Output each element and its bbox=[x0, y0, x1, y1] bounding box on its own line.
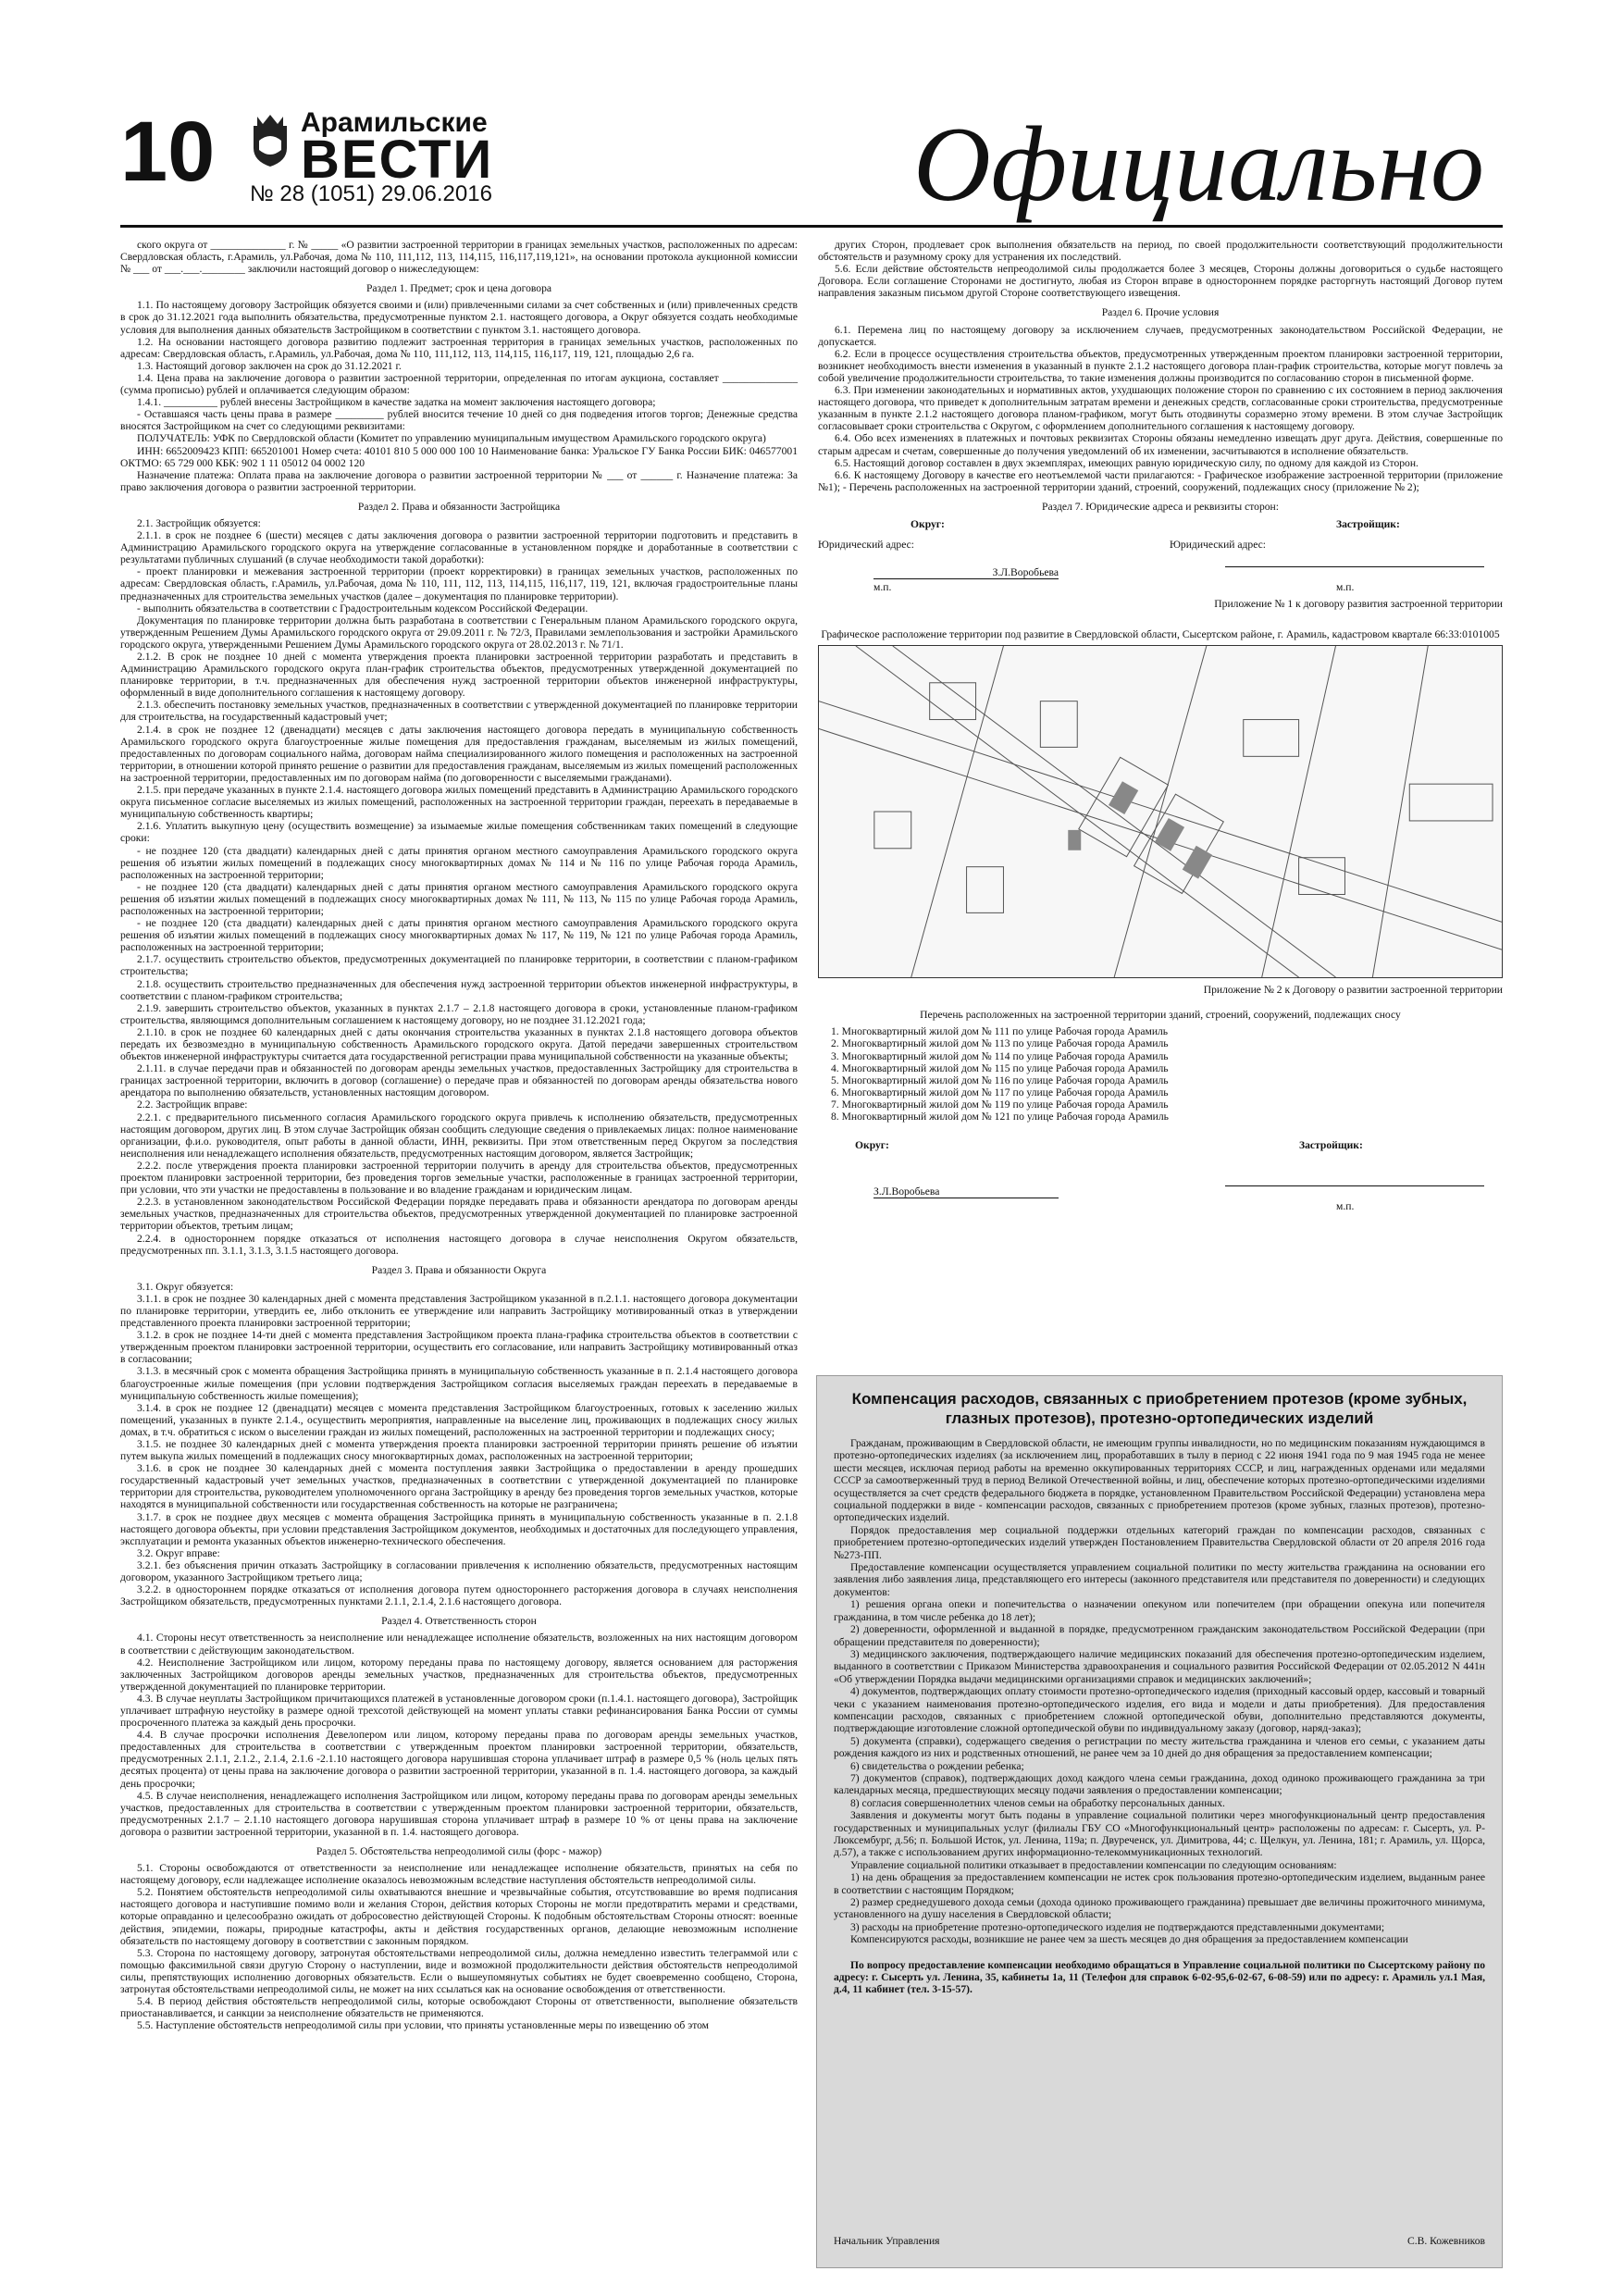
paragraph: 3.1.4. в срок не позднее 12 (двенадцати) месяцев с момента представления Застройщиком благоустроенных, готовых к заселению жилых помещений, указанных в пункте 2.1.4., осуществить мероприятия, направленные на выселение лиц, проживающих в подлежащих сносу жилых домах, в т.ч. обратиться с иском о выселении граждан из жилых помещений, расположенных на застроенной территории и подлежащих сносу; bbox=[120, 1401, 798, 1438]
party-okrug: Округ: bbox=[855, 1139, 889, 1152]
demolition-list bbox=[831, 1025, 1503, 1123]
stamp-place: м.п. bbox=[1336, 580, 1355, 593]
paragraph: 1.3. Настоящий договор заключен на срок до 31.12.2021 г. bbox=[137, 359, 402, 372]
paragraph: 2.2. Застройщик вправе: bbox=[137, 1098, 248, 1111]
paragraph: 4.5. В случае неисполнения, ненадлежащего исполнения Застройщиком или лицом, которому переданы права по договорам аренды земельных участков, предоставленных для строительства в соответствии с утвержденным проектом планировки застроенной территории, обязательств, предусмотренных 2.1.7 – 2.1.10 настоящего договора нарушившая сторона уплачивает штраф в размере 10 % от цены права на заключение договора о развитии застроенной территории, указанной в п. 1.4. настоящего договора. bbox=[120, 1789, 798, 1838]
section-heading: Раздел 4. Ответственность сторон bbox=[381, 1615, 537, 1628]
header-rule bbox=[120, 225, 1503, 228]
bank-details: ИНН: 6652009423 КПП: 665201001 Номер счета: 40101 810 5 000 000 100 10 Наименование банка: Уральское ГУ Банка России БИК: 046577001 ОКТМО: 65 729 000 КБК: 902 1 11 05012 04 0002 120 bbox=[120, 444, 798, 469]
section-title: Официально bbox=[912, 105, 1484, 224]
paragraph: 2.1.7. осуществить строительство объектов, предусмотренных документацией по планировке территории, в соответствии с планом-графиком строительства; bbox=[120, 953, 798, 978]
paragraph: 6.1. Перемена лиц по настоящему договору за исключением случаев, предусмотренных законодательством Российской Федерации, не допускается. bbox=[818, 323, 1503, 348]
signature-line bbox=[818, 561, 1503, 592]
list-item: 7. Многоквартирный жилой дом № 119 по улице Рабочая города Арамиль bbox=[831, 1098, 1169, 1111]
paragraph: 3.1.6. в срок не позднее 30 календарных дней с момента поступления заявки Застройщика о предоставлении в аренду прошедших государственный кадастровый учет земельных участков, предназначенных в соответствии с утвержденной документацией по планировке территории для строительства, руководителем уполномоченного органа Застройщику в аренду без проведения торгов земельных участков, которые находятся в муниципальной собственности или государственная собственность на которые не разграничена; bbox=[120, 1462, 798, 1511]
party-zastr: Застройщик: bbox=[1336, 517, 1400, 530]
paragraph: - не позднее 120 (ста двадцати) календарных дней с даты принятия органом местного самоуправления Арамильского городского округа решения об изъятии жилых помещений в подлежащих сносу многоквартирных домах № 117, № 119, № 121 по улице Рабочая города Арамиль, расположенных на застроенной территории; bbox=[120, 917, 798, 954]
paragraph: 8) согласия совершеннолетних членов семьи на обработку персональных данных. bbox=[850, 1796, 1225, 1809]
paragraph: 3.2.2. в одностороннем порядке отказаться от исполнения договора путем одностороннего расторжения договора в случаях неисполнения Застройщиком обязательств, предусмотренных пунктами 2.1.1, 2.1.4, 2.1.6 настоящего договора. bbox=[120, 1583, 798, 1608]
list-item: 5. Многоквартирный жилой дом № 116 по улице Рабочая города Арамиль bbox=[831, 1074, 1169, 1086]
paragraph: 6.2. Если в процессе осуществления строительства объектов, предусмотренных утвержденным проектом планировки застроенной территории, возникнет необходимость внести изменения в указанный в пункте 2.1.2 настоящего договора план-график строительства, которые могут повлечь за собой увеличение продолжительности строительства, то такие изменения должны производится по согласованию сторон в письменной форме. bbox=[818, 347, 1503, 384]
paragraph: 5.3. Сторона по настоящему договору, затронутая обстоятельствами непреодолимой силы, должна немедленно известить телеграммой или с помощью факсимильной связи другую Сторону о наступлении, виде и возможной продолжительности действия обстоятельств непреодолимой силы, препятствующих исполнению договорных обязательств. Если о вышеупомянутых событиях не будет своевременно сообщено, Сторона, затронутая обстоятельствами непреодолимой силы, не может на них ссылаться как на основание освобождения от ответственности. bbox=[120, 1946, 798, 1996]
paragraph: 3.1. Округ обязуется: bbox=[137, 1280, 234, 1293]
coat-of-arms-icon bbox=[250, 113, 291, 168]
map-caption: Графическое расположение территории под развитие в Свердловской области, Сысертском районе, г. Арамиль, кадастровом квартале 66:33:0101005 bbox=[821, 628, 1500, 641]
signer-name: З.Л.Воробьева bbox=[873, 566, 1059, 579]
paragraph: Заявления и документы могут быть поданы в управление социальной политики через многофункциональный центр предоставления государственных и муниципальных услуг (филиалы ГБУ СО «Многофункциональный центр» расположены по адресам: г. Сысерть, ул. Р-Люксембург, д.56; п. Большой Исток, ул. Ленина, 119а; п. Двуреченск, ул. Димитрова, 44; с. Щелкун, ул. Ленина, 181; г. Арамиль, ул. Щорса, д.57), а также с использованием других информационно-телекоммуникационных технологий. bbox=[834, 1809, 1485, 1859]
left-column bbox=[120, 239, 798, 2031]
paragraph: 2) размер среднедушевого дохода семьи (дохода одиноко проживающего гражданина) превышает две величины прожиточного минимума, установленного на душу населения в Свердловской области; bbox=[834, 1896, 1485, 1921]
brand-line-2: ВЕСТИ bbox=[301, 130, 494, 190]
paragraph: 3.1.7. в срок не позднее двух месяцев с момента обращения Застройщика принять в муниципальную собственность указанные в п. 2.1.8 настоящего договора объекты, при условии представления Застройщиком документов, необходимых и достаточных для последующего управления, эксплуатации и ремонта указанных объектов инженерно-технического обеспечения. bbox=[120, 1510, 798, 1547]
legal-address-label: Юридический адрес: bbox=[1170, 538, 1267, 551]
paragraph: - Оставшаяся часть цены права в размере _________ рублей вносится течение 10 дней со дня подведения итогов торгов; Денежные средства вносятся Застройщиком на счет со следующими реквизитами: bbox=[120, 408, 798, 433]
section-heading: Раздел 7. Юридические адреса и реквизиты сторон: bbox=[1042, 500, 1279, 513]
paragraph: 3.2. Округ вправе: bbox=[137, 1546, 220, 1559]
paragraph: 5.4. В период действия обстоятельств непреодолимой силы, которые освобождают Стороны от ответственности, выполнение обязательств приостанавливается, и санкции за неисполнение обязательств не применяются. bbox=[120, 1995, 798, 2020]
paragraph: 1.4. Цена права на заключение договора о развитии застроенной территории, определенная по итогам аукциона, составляет ______________ (сумма прописью) рублей и оплачивается следующим образом: bbox=[120, 371, 798, 397]
section-heading: Раздел 3. Права и обязанности Округа bbox=[371, 1263, 547, 1276]
signature-block-2 bbox=[818, 1139, 1503, 1176]
paragraph: 3) расходы на приобретение протезно-ортопедического изделия не подтверждаются представленными документами; bbox=[850, 1920, 1385, 1933]
paragraph: 2.1.3. обеспечить постановку земельных участков, предназначенных в соответствии с утвержденной документацией по планировке территории для строительства, на государственный кадастровый учет; bbox=[120, 699, 798, 724]
paragraph: 2.1.1. в срок не позднее 6 (шести) месяцев с даты заключения договора о развитии застроенной территории подготовить и представить в Администрацию Арамильского городского округа на утверждение согласованные в установленном порядке и доработанные в соответствии с результатами публичных слушаний (в случае необходимости такой доработки): bbox=[120, 529, 798, 566]
signature-block bbox=[818, 518, 1503, 555]
paragraph: 5.2. Понятием обстоятельств непреодолимой силы охватываются внешние и чрезвычайные события, отсутствовавшие во время подписания настоящего договора и наступившие помимо воли и желания Сторон, действия которых Стороны не могли предотвратить мерами и средствами, которые оправданно и целесообразно ожидать от добросовестно действующей Стороны. К подобным обстоятельствам Стороны относят: военные действия, эпидемии, пожары, природные катастрофы, акты и действия государственных органов, делающие невозможным исполнение обязательств по настоящему договору в соответствии с законным порядком. bbox=[120, 1886, 798, 1947]
paragraph: 1.1. По настоящему договору Застройщик обязуется своими и (или) привлеченными силами за счет собственных и (или) привлеченных средств в срок до 31.12.2021 года выполнить обязательства, предусмотренные пунктом 2.1. настоящего договора, а Округ обязуется создать необходимые условия для выполнения данных обязательств Застройщиком в соответствии с пунктом 3.1. настоящего договора. bbox=[120, 299, 798, 336]
legal-address-label: Юридический адрес: bbox=[818, 538, 915, 551]
stamp-place: м.п. bbox=[1336, 1200, 1355, 1213]
paragraph: 3.2.1. без объяснения причин отказать Застройщику в согласовании привлечения к исполнению обязательств, предусмотренных настоящим договором, указанного Застройщиком третьего лица; bbox=[120, 1558, 798, 1584]
masthead bbox=[120, 102, 1503, 231]
paragraph: 2.1.9. завершить строительство объектов, указанных в пунктах 2.1.7 – 2.1.8 настоящего договора в сроки, установленные планом-графиком строительства, являющимся дополнительным соглашением к настоящему договору, но не позднее 31.12.2021 года; bbox=[120, 1001, 798, 1026]
paragraph: 5.6. Если действие обстоятельств непреодолимой силы продолжается более 3 месяцев, Стороны должны договориться о судьбе настоящего Договора. Если соглашение Сторонами не достигнуто, любая из Сторон вправе в одностороннем порядке расторгнуть настоящий Договор путем направления заказным письмом другой Стороне соответствующего извещения. bbox=[818, 263, 1503, 300]
paragraph: 2.2.4. в одностороннем порядке отказаться от исполнения настоящего договора в случае неисполнения Округом обязательств, предусмотренных пп. 3.1.1, 3.1.3, 3.1.5 настоящего договора. bbox=[120, 1232, 798, 1257]
paragraph: 2.1.2. В срок не позднее 10 дней с момента утверждения проекта планировки застроенной территории разработать и представить в Администрацию Арамильского городского округа план-график строительства объектов, предусмотренных утвержденной документацией по планировке территории, в т.ч. предназначенных для обеспечения нужд застроенной территории объектов инженерной инфраструктуры, оформленный в виде дополнительного соглашения к настоящему договору. bbox=[120, 651, 798, 700]
paragraph: 2.1.5. при передаче указанных в пункте 2.1.4. настоящего договора жилых помещений представить в Администрацию Арамильского городского округа письменное согласие выселяемых из жилых помещений, расположенных на застроенной территории граждан, переехать в передаваемые в муниципальную собственность квартиры; bbox=[120, 784, 798, 821]
paragraph: 2.2.3. в установленном законодательством Российской Федерации порядке передавать права и обязанности арендатора по договорам аренды земельных участков, предназначенных для строительства объектов, предусмотренных утвержденной документацией по планировке застроенной территории объектов, третьим лицам; bbox=[120, 1196, 798, 1233]
notice-body bbox=[834, 1437, 1485, 1996]
right-column bbox=[818, 239, 1503, 1213]
signature-line-2 bbox=[818, 1182, 1503, 1213]
paragraph: ПОЛУЧАТЕЛЬ: УФК по Свердловской области (Комитет по управлению муниципальным имуществом Арамильского городского округа) bbox=[137, 432, 766, 445]
paragraph: ского округа от ______________ г. № _____ «О развитии застроенной территории в границах земельных участков, расположенных по адресам: Свердловская область, г.Арамиль, ул.Рабочая, дома № 110, 111,112, 113, 114,115, 116,117,119,121», на основании протокола аукционной комиссии № ___ от ___.___.________ заключили настоящий договор о нижеследующем: bbox=[120, 239, 798, 276]
section-heading: Раздел 1. Предмет; срок и цена договора bbox=[365, 282, 552, 295]
demolition-list-title: Перечень расположенных на застроенной территории зданий, строений, сооружений, подлежащих сносу bbox=[920, 1009, 1401, 1022]
paragraph: 4.2. Неисполнение Застройщиком или лицом, которому переданы права по настоящему договору, является основанием для расторжения заключенных Застройщиком договоров аренды земельных участков, предназначенных для строительства объектов, предусмотренных утвержденной документацией по планировке территории. bbox=[120, 1656, 798, 1693]
paragraph: - проект планировки и межевания застроенной территории (проект корректировки) в границах земельных участков, расположенных по адресам: Свердловская область, г.Арамиль, ул.Рабочая, дома № 110, 111, 112, 113, 114,115, 116,117, 119, 121, включая градостроительные планы предназначенных для строительства земельных участков (далее – документация по планировке территории). bbox=[120, 565, 798, 602]
notice-footer bbox=[834, 2235, 1485, 2247]
signatory-title: Начальник Управления bbox=[834, 2235, 940, 2247]
paragraph: - не позднее 120 (ста двадцати) календарных дней с даты принятия органом местного самоуправления Арамильского городского округа решения об изъятии жилых помещений в подлежащих сносу многоквартирных домах № 114 и № 116 по улице Рабочая города Арамиль, расположенных на застроенной территории; bbox=[120, 844, 798, 881]
paragraph: 6.4. Обо всех изменениях в платежных и почтовых реквизитах Стороны обязаны немедленно извещать друг друга. Действия, совершенные по старым адресам и счетам, совершенные до получения уведомлений об их изменении, засчитываются в исполнение обязательств. bbox=[818, 432, 1503, 457]
paragraph: Управление социальной политики отказывает в предоставлении компенсации по следующим основаниям: bbox=[850, 1858, 1337, 1871]
paragraph: 2.1.10. в срок не позднее 60 календарных дней с даты окончания строительства указанных в пунктах 2.1.8 настоящего договора объектов передать их безвозмездно в муниципальную собственность Арамильского городского округа. Датой передачи завершенных строительством объектов инженерной инфраструктуры считается дата государственной регистрации права муниципальной собственности на указанные объекты; bbox=[120, 1025, 798, 1063]
paragraph: 4.1. Стороны несут ответственность за неисполнение или ненадлежащее исполнение обязательств, возложенных на них настоящим договором в соответствии с действующим законодательством. bbox=[120, 1632, 798, 1657]
paragraph: 5.5. Наступление обстоятельств непреодолимой силы при условии, что приняты установленные меры по извещению об этом bbox=[137, 2019, 710, 2032]
paragraph: 1) на день обращения за предоставлением компенсации не истек срок пользования протезно-ортопедическим изделием, выданным ранее в соответствии с настоящим Порядком; bbox=[834, 1871, 1485, 1896]
party-okrug: Округ: bbox=[911, 517, 945, 530]
paragraph: 4.4. В случае просрочки исполнения Девелопером или лицом, которому переданы права по договорам аренды земельных участков, предоставленных для строительства в соответствии с утвержденным проектом планировки застроенной территории, обязательств, предусмотренных 2.1.1, 2.1.2., 2.1.4, 2.1.6 -2.1.10 настоящего договора нарушившая сторона уплачивает штраф в размере 0,5 % (ноль целых пять десятых процента) от цены права на заключение договора о развитии застроенной территории, указанной в п. 1.4. настоящего договора, за каждый день просрочки; bbox=[120, 1729, 798, 1790]
paragraph: 3.1.3. в месячный срок с момента обращения Застройщика принять в муниципальную собственность указанные в п. 2.1.4 настоящего договора благоустроенные жилые помещения (при условии подтверждения Застройщиком согласия выселяемых граждан переехать в передаваемые в муниципальную собственность жилые помещения); bbox=[120, 1365, 798, 1402]
paragraph: 3.1.5. не позднее 30 календарных дней с момента утверждения проекта планировки застроенной территории принять решение об изъятии путем выкупа жилых помещений в подлежащих сносу многоквартирных домах, расположенных на застроенной территории; bbox=[120, 1438, 798, 1463]
paragraph: Предоставление компенсации осуществляется управлением социальной политики по месту жительства гражданина на основании его заявления либо заявления лица, представляющего его интересы (законного представителя или представителя по доверенности) и следующих документов: bbox=[834, 1561, 1485, 1598]
section-heading: Раздел 2. Права и обязанности Застройщика bbox=[357, 500, 561, 513]
list-item: 8. Многоквартирный жилой дом № 121 по улице Рабочая города Арамиль bbox=[831, 1111, 1169, 1123]
appendix-2-title: Приложение № 2 к Договору о развитии застроенной территории bbox=[1203, 984, 1503, 997]
paragraph: 6) свидетельства о рождении ребенка; bbox=[850, 1759, 1024, 1772]
paragraph: 2.2.2. после утверждения проекта планировки застроенной территории получить в аренду для строительства объектов, предусмотренных проектом планировки застроенной территории, без проведения торгов земельные участки, расположенные в границах застроенной территории, при условии, что эти участки не предоставлены в пользование и во владение гражданам и юридическим лицам. bbox=[120, 1159, 798, 1197]
brand-line-1: Арамильские bbox=[301, 107, 488, 138]
paragraph: 3) медицинского заключения, подтверждающего наличие медицинских показаний для обеспечения протезно-ортопедическим изделием, выданного в соответствии с Приказом Министерства здравоохранения и социального развития Российской Федерации от 02.05.2012 N 441н «Об утверждении Порядка выдачи медицинскими организациями справок и медицинских заключений»; bbox=[834, 1647, 1485, 1685]
paragraph: 6.6. К настоящему Договору в качестве его неотъемлемой части прилагаются: - Графическое изображение застроенной территории (приложение №1); - Перечень расположенных на застроенной территории зданий, строений, сооружений, подлежащих сносу (приложение № 2); bbox=[818, 468, 1503, 493]
paragraph: 2.2.1. с предварительного письменного согласия Арамильского городского округа привлечь к исполнению обязательств, предусмотренных настоящим договором, других лиц. В этом случае Застройщик обязан сообщить следующие сведения о привлекаемых лицах: полное наименование организации, ф.и.о. руководителя, опыт работы в данной области, ИНН, реквизиты. При этом ответственным перед Округом за последствия неисполнения или ненадлежащего исполнения обязательств, предусмотренных настоящим договором, является Застройщик; bbox=[120, 1111, 798, 1160]
paragraph: - выполнить обязательства в соответствии с Градостроительным кодексом Российской Федерации. bbox=[137, 602, 588, 614]
paragraph: других Сторон, продлевает срок выполнения обязательств на период, по своей продолжительности соответствующий продолжительности обстоятельств и разумному сроку для устранения их последствий. bbox=[818, 239, 1503, 264]
section-heading: Раздел 6. Прочие условия bbox=[1101, 306, 1220, 319]
notice-title: Компенсация расходов, связанных с приобретением протезов (кроме зубных, глазных протезов), протезно-ортопедических изделий bbox=[851, 1390, 1468, 1427]
paragraph: 2.1. Застройщик обязуется: bbox=[137, 516, 261, 529]
paragraph: - не позднее 120 (ста двадцати) календарных дней с даты принятия органом местного самоуправления Арамильского городского округа решения об изъятии жилых помещений в подлежащих сносу многоквартирных домах № 111, № 113, № 115 по улице Рабочая города Арамиль, расположенных на застроенной территории; bbox=[120, 880, 798, 917]
page-number: 10 bbox=[120, 105, 216, 199]
paragraph: 2.1.6. Уплатить выкупную цену (осуществить возмещение) за изымаемые жилые помещения собственникам таких помещений в следующие сроки: bbox=[120, 820, 798, 845]
list-item: 4. Многоквартирный жилой дом № 115 по улице Рабочая города Арамиль bbox=[831, 1061, 1169, 1074]
paragraph: 4) документов, подтверждающих оплату стоимости протезно-ортопедического изделия (приходный кассовый ордер, кассовый и товарный чеки с указанием наименования протезно-ортопедического изделия, его вида и модели и даты приобретения). Для предоставления компенсации расходов, связанных с приобретением сложной ортопедической обуви, дополнительно представляются документы, подтверждающие изготовление сложной ортопедической обуви по индивидуальному заказу (договор, наряд-заказ); bbox=[834, 1685, 1485, 1735]
paragraph: 4.3. В случае неуплаты Застройщиком причитающихся платежей в установленные договором сроки (п.1.4.1. настоящего договора), Застройщик уплачивает штрафную неустойку в размере одной трехсотой действующей на момент уплаты ставки рефинансирования Банка России от суммы просроченного платежа за каждый день просрочки. bbox=[120, 1692, 798, 1730]
party-zastr: Застройщик: bbox=[1299, 1139, 1363, 1152]
paragraph: 1.2. На основании настоящего договора развитию подлежит застроенная территория в границах земельных участков, расположенных по адресам: Свердловская область, г.Арамиль, ул.Рабочая, дома № 110, 111,112, 113, 114,115, 116,117, 119, 121, площадью 2,6 га. bbox=[120, 335, 798, 360]
signatory-name: С.В. Кожевников bbox=[1406, 2235, 1485, 2247]
paragraph: 2.1.8. осуществить строительство предназначенных для обеспечения нужд застроенной территории объектов инженерной инфраструктуры, в соответствии с планом-графиком строительства; bbox=[120, 977, 798, 1002]
paragraph: 3.1.2. в срок не позднее 14-ти дней с момента представления Застройщиком проекта плана-графика строительства объектов в соответствии с утвержденным проектом планировки застроенной территории, осуществить его согласование, или направить Застройщику мотивированный отказ в согласовании; bbox=[120, 1329, 798, 1366]
appendix-1-title: Приложение № 1 к договору развития застроенной территории bbox=[1214, 597, 1503, 610]
paragraph: 1.4.1. __________ рублей внесены Застройщиком в качестве задатка на момент заключения настоящего договора; bbox=[137, 396, 656, 409]
list-item: 2. Многоквартирный жилой дом № 113 по улице Рабочая города Арамиль bbox=[831, 1037, 1169, 1050]
paragraph: 2.1.11. в случае передачи прав и обязанностей по договорам аренды земельных участков, предоставленных Застройщику для строительства в границах застроенной территории, включить в договор (соглашение) о передаче прав и обязанностей по договорам аренды обязательства нового арендатора по выполнению обязательств, установленных настоящим договором. bbox=[120, 1062, 798, 1099]
paragraph: 5) документа (справки), содержащего сведения о регистрации по месту жительства гражданина и членов его семьи, с указанием даты рождения каждого из них и родственных отношений, не ранее чем за 10 дней до дня обращения за предоставлением компенсации; bbox=[834, 1734, 1485, 1760]
paragraph: 2) доверенности, оформленной и выданной в порядке, предусмотренном гражданским законодательством Российской Федерации (при обращении представителя по доверенности); bbox=[834, 1623, 1485, 1648]
paragraph: 5.1. Стороны освобождаются от ответственности за неисполнение или ненадлежащее исполнение обязательств, принятых на себя по настоящему договору, если надлежащее исполнение оказалось невозможным вследствие наступления обстоятельств непреодолимой силы. bbox=[120, 1862, 798, 1887]
paragraph: 2.1.4. в срок не позднее 12 (двенадцати) месяцев с даты заключения настоящего договора передать в муниципальную собственность Арамильского городского округа благоустроенные жилые помещения для предоставления гражданам, выселяемым из жилых помещений, предоставленных по договорам социального найма, договорам найма специализированного жилого помещения и расположенных на застроенной территории, в отношении которой принято решение о развитии для предоставления гражданам, выселяемым из жилых помещений расположенных на застроенной территории, предоставленных им по договорам найма (по договоренности с выселяемыми гражданами). bbox=[120, 723, 798, 784]
cadastral-map bbox=[818, 645, 1503, 978]
paragraph: 6.5. Настоящий договор составлен в двух экземплярах, имеющих равную юридическую силу, по одному для каждой из Сторон. bbox=[835, 456, 1419, 469]
paragraph: 7) документов (справок), подтверждающих доход каждого члена семьи гражданина, доход одиноко проживающего гражданина за три календарных месяца, предшествующих месяцу подачи заявления о предоставлении компенсации; bbox=[834, 1771, 1485, 1797]
paragraph: Порядок предоставления мер социальной поддержки отдельных категорий граждан по компенсации расходов, связанных с приобретением протезно-ортопедических изделий утвержден Постановлением Правительства Свердловской области от 20 апреля 2016 года №273-ПП. bbox=[834, 1523, 1485, 1561]
contact-paragraph: По вопросу предоставление компенсации необходимо обращаться в Управление социальной политики по Сысертскому району по адресу: г. Сысерть ул. Ленина, 35, кабинеты 1а, 11 (Телефон для справок 6-02-95,6-02-67, 6-08-59) или по адресу: г. Арамиль ул.1 Мая, д.4, 11 кабинет (тел. 3-15-57). bbox=[834, 1958, 1485, 1996]
paragraph: Компенсируются расходы, возникшие не ранее чем за шесть месяцев до дня обращения за предоставлением компенсации bbox=[850, 1933, 1408, 1946]
signer-name: З.Л.Воробьева bbox=[873, 1185, 1059, 1198]
paragraph: 6.3. При изменении законодательных и нормативных актов, ухудшающих положение сторон по сравнению с их состоянием в период заключения настоящего договора, что приведет к дополнительным затратам времени и денежных средств, согласованные сроки строительства, предусмотренные указанным в пункте 2.1.2 настоящего договора планом-графиком, могут быть отодвинуты соразмерно этому времени. В этом случае Застройщик согласовывает сроки строительства с Округом, с оформлением дополнительного соглашения к настоящему договору. bbox=[818, 384, 1503, 433]
paragraph: Назначение платежа: Оплата права на заключение договора о развитии застроенной территории № ___ от ______ г. Назначение платежа: За право заключения договора о развитии застроенной территории. bbox=[120, 468, 798, 493]
paragraph: 3.1.1. в срок не позднее 30 календарных дней с момента представления Застройщиком указанной в п.2.1.1. настоящего договора документации по планировке территории, утвердить ее, либо отклонить ее утверждение или направить Застройщику мотивированный отказ в утверждении представленного проекта планировки застроенной территории; bbox=[120, 1292, 798, 1330]
paragraph: Документация по планировке территории должна быть разработана в соответствии с Генеральным планом Арамильского городского округа, утвержденным Решением Думы Арамильского городского округа от 29.09.2011 г. № 72/3, Правилами землепользования и застройки Арамильского городского округа, утвержденными Решением Думы Арамильского городского округа от 28.02.2013 г. № 71/1. bbox=[120, 614, 798, 651]
compensation-notice bbox=[816, 1375, 1503, 2268]
paragraph: Гражданам, проживающим в Свердловской области, не имеющим группы инвалидности, но по медицинским показаниям нуждающимся в протезно-ортопедических изделиях (за исключением лиц, проработавших в тылу в период с 22 июня 1941 года по 9 мая 1945 года не менее шести месяцев, исключая период работы на временно оккупированных территориях СССР, и лиц, награжденных орденами или медалями СССР за самоотверженный труд в период Великой Отечественной войны, и лиц, обеспечение которых протезно-ортопедическими изделиями осуществляется за счет средств федерального бюджета в порядке, установленном Правительством Российской Федерации) установлена мера социальной поддержки в виде - компенсации расходов, связанных с приобретением протезов (кроме зубных, глазных протезов), протезно-ортопедических изделий. bbox=[834, 1437, 1485, 1524]
issue-number: № 28 (1051) 29.06.2016 bbox=[250, 181, 492, 206]
paragraph: 1) решения органа опеки и попечительства о назначении опекуном или попечителем (при обращении опекуна или попечителя гражданина, в том числе ребенка до 18 лет); bbox=[834, 1598, 1485, 1623]
section-heading: Раздел 5. Обстоятельства непреодолимой силы (форс - мажор) bbox=[316, 1845, 602, 1857]
list-item: 6. Многоквартирный жилой дом № 117 по улице Рабочая города Арамиль bbox=[831, 1086, 1169, 1098]
list-item: 3. Многоквартирный жилой дом № 114 по улице Рабочая города Арамиль bbox=[831, 1049, 1169, 1062]
stamp-place: м.п. bbox=[873, 580, 892, 593]
list-item: 1. Многоквартирный жилой дом № 111 по улице Рабочая города Арамиль bbox=[831, 1025, 1169, 1038]
